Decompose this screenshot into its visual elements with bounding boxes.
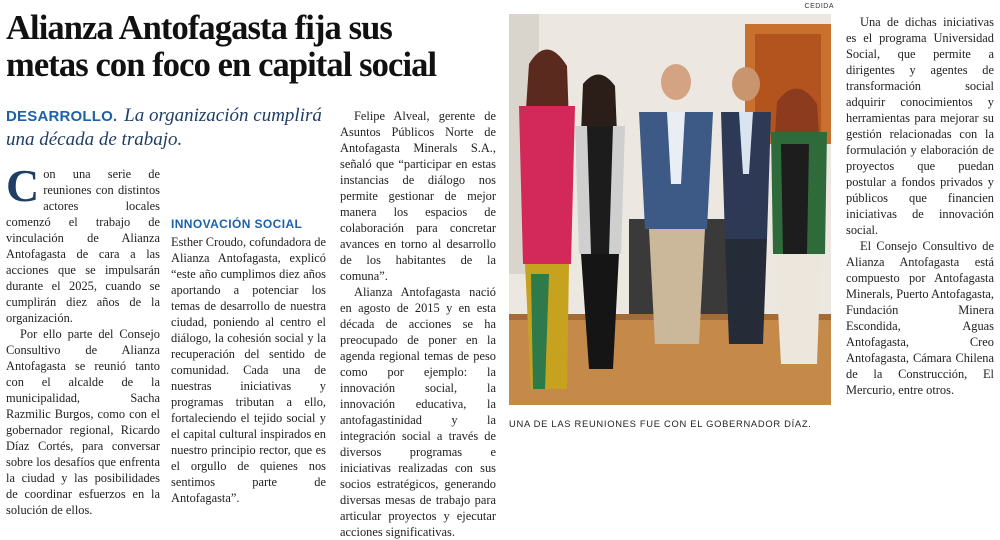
paragraph-croudo-quote: Esther Croudo, cofundadora de Alianza Antofagasta, explicó “este año cumplimos diez años aportando a potenciar los temas de desarrollo de nuestra ciudad, poniendo al centro el diálogo, la cohesión social y la recuperación del sentido de comunidad. Cada una de nuestras iniciativas y programas tributan a ello, fortaleciendo el tejido social y el capital cultural inspirados en nuestro principio rector, que es el orgullo de quienes nos sentimos parte de Antofagasta”. — [171, 235, 326, 505]
photo-caption: UNA DE LAS REUNIONES FUE CON EL GOBERNADOR DÍAZ. — [509, 418, 812, 429]
body-column-1 — [6, 160, 160, 518]
group-photo-illustration — [509, 14, 831, 405]
paragraph-intro-text: on una serie de reuniones con distintos actores locales comenzó el trabajo de vinculación de Alianza Antofagasta de cara a las acciones que se impulsarán durante el 2025, cuando se cumplirán diez años de la organización. — [6, 167, 160, 325]
paragraph-universidad-social: Una de dichas iniciativas es el programa Universidad Social, que permite a dirigentes y agentes de transformación social adquirir conocimientos y herramientas para mejorar su gestión relacionadas con la formulación y elaboración de proyectos que puedan postular a fondos privados y públicos que financien iniciativas de innovación social. — [846, 15, 994, 237]
photo-credit: CEDIDA — [804, 3, 834, 10]
article-headline — [6, 10, 498, 84]
article-photo — [509, 14, 831, 405]
paragraph-history: Alianza Antofagasta nació en agosto de 2015 y en esta década de acciones se ha preocupado de poner en la agenda regional temas de peso como por ejemplo: la innovación social, la innovación educativa, la antofagastinidad y la integración social a través de diversos programas e iniciativas realizadas con sus socios estratégicos, generando diversas mesas de trabajo para articular proyectos y ejecutar acciones significativas. — [340, 285, 496, 539]
headline-line-1: Alianza Antofagasta fija sus — [6, 9, 392, 47]
subhead-innovacion-social: INNOVACIÓN SOCIAL — [171, 217, 303, 231]
paragraph-council: Por ello parte del Consejo Consultivo de Alianza Antofagasta se reunió tanto con el alcalde de la municipalidad, Sacha Razmilic Burgos, como con el gobernador regional, Ricardo Díaz Cortés, para conversar sobre los desafíos que enfrenta la ciudad y las posibilidades de coordinar esfuerzos en la solución de ellos. — [6, 327, 160, 517]
paragraph-alveal-quote: Felipe Alveal, gerente de Asuntos Públicos Norte de Antofagasta Minerals S.A., señaló que “participar en estas instancias de diálogo nos permite gestionar de mejor manera los espacios de colaboración para concretar avances en torno al desarrollo de los habitantes de la comuna”. — [340, 109, 496, 283]
body-column-3 — [340, 108, 496, 540]
deck-text: La organización cumplirá una década de trabajo. — [6, 105, 322, 150]
article-deck — [6, 104, 334, 151]
paragraph-consejo-members: El Consejo Consultivo de Alianza Antofagasta está compuesto por Antofagasta Minerals, Puerto Antofagasta, Fundación Minera Escondida, Aguas Antofagasta, Creo Antofagasta, Cámara Chilena de la Construcción, El Mercurio, entre otros. — [846, 239, 994, 397]
body-column-4 — [846, 14, 994, 398]
paragraph-intro — [6, 160, 160, 326]
deck-kicker: DESARROLLO. — [6, 108, 118, 125]
drop-cap: C — [6, 160, 40, 211]
headline-line-2: metas con foco en capital social — [6, 46, 437, 84]
body-column-2 — [171, 210, 326, 506]
